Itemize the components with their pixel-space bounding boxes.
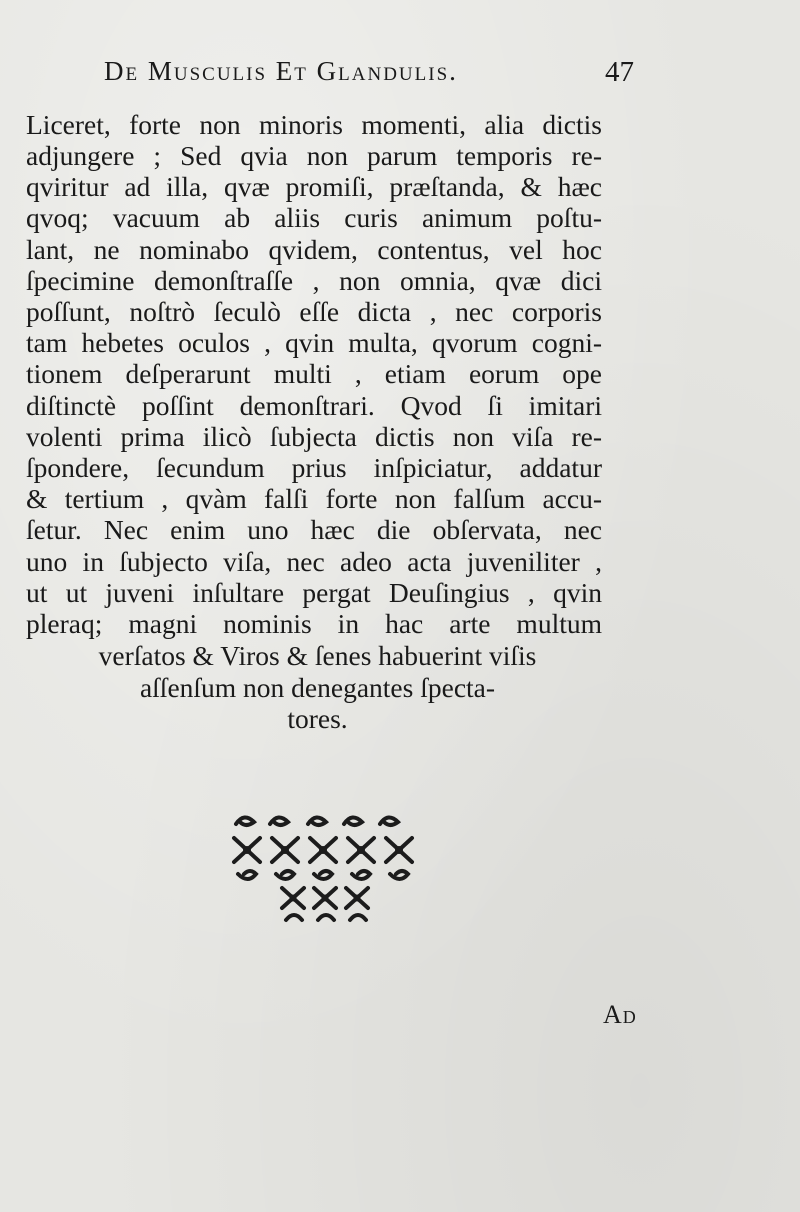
text-line: volenti prima ilicò ſubjecta dictis non viſa re- [26, 421, 602, 452]
text-line: tam hebetes oculos , qvin multa, qvorum cogni- [26, 327, 602, 358]
text-line: ſetur. Nec enim uno hæc die obſervata, nec [26, 514, 602, 545]
text-line: tionem deſperarunt multi , etiam eorum ope [26, 358, 602, 389]
text-line: lant, ne nominabo qvidem, contentus, vel hoc [26, 234, 602, 265]
text-line: ſpondere, ſecundum prius inſpiciatur, addatur [26, 452, 602, 483]
text-line: verſatos & Viros & ſenes habuerint viſis [98, 640, 537, 671]
text-line: & tertium , qvàm falſi forte non falſum accu- [26, 483, 602, 514]
page-number: 47 [605, 56, 634, 88]
text-line: ut ut juveni inſultare pergat Deuſingius , qvin [26, 577, 602, 608]
text-line: qvoq; vacuum ab aliis curis animum poſtu- [26, 202, 602, 233]
running-head: De Musculis Et Glandulis. [104, 56, 458, 86]
text-line: qviritur ad illa, qvæ promiſi, præſtanda, & hæc [26, 171, 602, 202]
text-line: aſſenſum non denegantes ſpecta- [139, 672, 496, 703]
printers-ornament-icon [226, 808, 422, 928]
text-line: ſpecimine demonſtraſſe , non omnia, qvæ dici [26, 265, 602, 296]
text-line: uno in ſubjecto viſa, nec adeo acta juveniliter , [26, 546, 602, 577]
text-line: poſſunt, noſtrò ſeculò eſſe dicta , nec corporis [26, 296, 602, 327]
catchword: Ad [603, 1000, 637, 1029]
text-line: adjungere ; Sed qvia non parum temporis re- [26, 140, 602, 171]
text-line: diſtinctè poſſint demonſtrari. Qvod ſi imitari [26, 390, 602, 421]
text-line: Liceret, forte non minoris momenti, alia dictis [26, 109, 602, 140]
text-line: tores. [287, 703, 348, 734]
text-line: pleraq; magni nominis in hac arte multum [26, 608, 602, 639]
